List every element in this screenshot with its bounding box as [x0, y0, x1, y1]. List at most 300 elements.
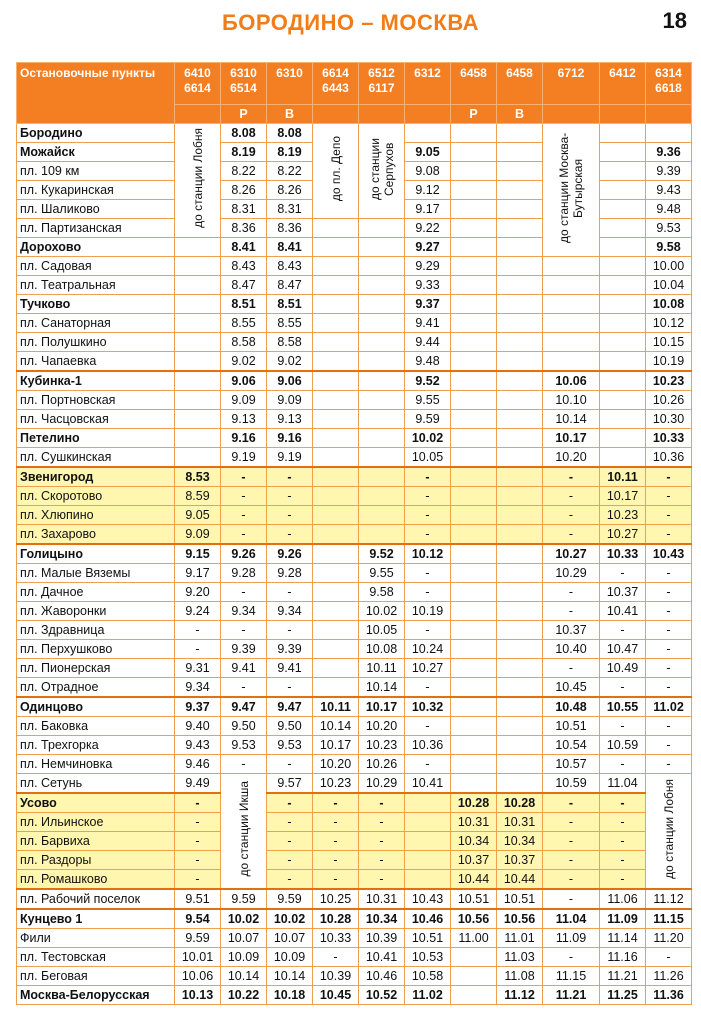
- time-cell: [497, 583, 543, 602]
- time-cell: 9.27: [405, 238, 451, 257]
- time-cell: 9.12: [405, 181, 451, 200]
- time-cell: 9.20: [175, 583, 221, 602]
- table-row: [17, 659, 692, 678]
- table-row: [17, 564, 692, 583]
- time-cell: -: [359, 813, 405, 832]
- station-name: Голицыно: [17, 544, 175, 564]
- time-cell: 9.53: [267, 736, 313, 755]
- time-cell: [497, 429, 543, 448]
- time-cell: [497, 717, 543, 736]
- table-row: [17, 986, 692, 1005]
- table-row: [17, 793, 692, 813]
- time-cell: [175, 314, 221, 333]
- table-row: [17, 697, 692, 717]
- time-cell: 9.24: [175, 602, 221, 621]
- table-row: [17, 755, 692, 774]
- station-name: пл. Рабочий поселок: [17, 889, 175, 909]
- time-cell: -: [313, 813, 359, 832]
- train-number-header: 6712: [543, 63, 600, 105]
- time-cell: 10.11: [313, 697, 359, 717]
- time-cell: -: [313, 870, 359, 890]
- time-cell: 8.31: [221, 200, 267, 219]
- time-cell: 9.17: [405, 200, 451, 219]
- time-cell: [313, 544, 359, 564]
- time-cell: [451, 448, 497, 468]
- time-cell: 8.26: [267, 181, 313, 200]
- time-cell: 8.22: [221, 162, 267, 181]
- time-cell: 9.34: [221, 602, 267, 621]
- time-cell: 10.36: [646, 448, 692, 468]
- station-name: пл. Портновская: [17, 391, 175, 410]
- time-cell: -: [543, 832, 600, 851]
- time-cell: 10.18: [267, 986, 313, 1005]
- time-cell: 9.55: [405, 391, 451, 410]
- table-row: [17, 391, 692, 410]
- time-cell: [405, 832, 451, 851]
- train-number-header: 6512 6117: [359, 63, 405, 105]
- time-cell: 10.14: [543, 410, 600, 429]
- time-cell: 10.37: [600, 583, 646, 602]
- time-cell: -: [221, 678, 267, 698]
- time-cell: 9.59: [175, 929, 221, 948]
- time-cell: 9.13: [221, 410, 267, 429]
- station-name: пл. Здравница: [17, 621, 175, 640]
- time-cell: [313, 295, 359, 314]
- time-cell: 9.15: [175, 544, 221, 564]
- station-name: пл. Баковка: [17, 717, 175, 736]
- time-cell: [313, 333, 359, 352]
- time-cell: 11.14: [600, 929, 646, 948]
- time-cell: [451, 295, 497, 314]
- time-cell: [600, 295, 646, 314]
- time-cell: [497, 659, 543, 678]
- time-cell: -: [313, 832, 359, 851]
- time-cell: -: [359, 832, 405, 851]
- time-cell: 8.58: [221, 333, 267, 352]
- time-cell: [175, 276, 221, 295]
- time-cell: -: [646, 717, 692, 736]
- time-cell: [600, 162, 646, 181]
- time-cell: [497, 487, 543, 506]
- train-day-mark: [405, 105, 451, 124]
- table-row: [17, 506, 692, 525]
- station-name: Бородино: [17, 124, 175, 143]
- station-name: пл. Отрадное: [17, 678, 175, 698]
- time-cell: [405, 870, 451, 890]
- train-number-header: 6312: [405, 63, 451, 105]
- time-cell: [600, 333, 646, 352]
- time-cell: 10.08: [359, 640, 405, 659]
- time-cell: 9.37: [405, 295, 451, 314]
- train-day-mark: [646, 105, 692, 124]
- time-cell: 9.19: [221, 448, 267, 468]
- time-cell: [497, 755, 543, 774]
- time-cell: 10.05: [359, 621, 405, 640]
- time-cell: 10.49: [600, 659, 646, 678]
- table-row: [17, 929, 692, 948]
- time-cell: 11.02: [405, 986, 451, 1005]
- station-name: Можайск: [17, 143, 175, 162]
- time-cell: 9.53: [221, 736, 267, 755]
- train-number-header: 6314 6618: [646, 63, 692, 105]
- train-day-mark: Р: [451, 105, 497, 124]
- time-cell: 8.31: [267, 200, 313, 219]
- time-cell: 10.09: [221, 948, 267, 967]
- time-cell: -: [175, 813, 221, 832]
- time-cell: [313, 314, 359, 333]
- time-cell: 11.12: [497, 986, 543, 1005]
- station-name: Дорохово: [17, 238, 175, 257]
- table-row: [17, 124, 692, 143]
- time-cell: -: [267, 813, 313, 832]
- time-cell: [497, 371, 543, 391]
- train-number-header: 6458: [451, 63, 497, 105]
- time-cell: [497, 162, 543, 181]
- time-cell: [359, 314, 405, 333]
- time-cell: [359, 467, 405, 487]
- station-name: пл. Трехгорка: [17, 736, 175, 755]
- time-cell: 9.05: [175, 506, 221, 525]
- time-cell: 8.55: [221, 314, 267, 333]
- time-cell: [451, 967, 497, 986]
- time-cell: [175, 257, 221, 276]
- time-cell: 10.55: [600, 697, 646, 717]
- time-cell: [497, 621, 543, 640]
- time-cell: -: [267, 793, 313, 813]
- time-cell: -: [600, 564, 646, 583]
- time-cell: 9.06: [221, 371, 267, 391]
- station-name: пл. Жаворонки: [17, 602, 175, 621]
- time-cell: -: [267, 583, 313, 602]
- time-cell: 10.51: [497, 889, 543, 909]
- time-cell: -: [600, 851, 646, 870]
- time-cell: 11.36: [646, 986, 692, 1005]
- time-cell: 9.05: [405, 143, 451, 162]
- time-cell: [451, 410, 497, 429]
- time-cell: 8.47: [221, 276, 267, 295]
- table-row: [17, 774, 692, 794]
- station-name: пл. Шаликово: [17, 200, 175, 219]
- page-title: БОРОДИНО – МОСКВА: [221, 10, 479, 35]
- time-cell: 10.33: [646, 429, 692, 448]
- table-row: [17, 467, 692, 487]
- time-cell: -: [600, 717, 646, 736]
- time-cell: 8.58: [267, 333, 313, 352]
- time-cell: [451, 371, 497, 391]
- time-cell: 11.20: [646, 929, 692, 948]
- time-cell: 9.09: [221, 391, 267, 410]
- time-cell: 10.12: [646, 314, 692, 333]
- time-cell: [359, 219, 405, 238]
- time-cell: 10.28: [497, 793, 543, 813]
- time-cell: [313, 640, 359, 659]
- time-cell: 10.31: [497, 813, 543, 832]
- time-cell: [313, 429, 359, 448]
- time-cell: -: [543, 813, 600, 832]
- table-row: [17, 295, 692, 314]
- time-cell: -: [221, 621, 267, 640]
- station-name: пл. Сетунь: [17, 774, 175, 794]
- time-cell: 8.59: [175, 487, 221, 506]
- time-cell: [497, 678, 543, 698]
- time-cell: [451, 506, 497, 525]
- time-cell: 10.26: [359, 755, 405, 774]
- route-note: [175, 124, 221, 238]
- time-cell: [451, 257, 497, 276]
- time-cell: 10.20: [313, 755, 359, 774]
- time-cell: [451, 640, 497, 659]
- time-cell: 9.09: [267, 391, 313, 410]
- time-cell: 10.31: [359, 889, 405, 909]
- station-name: пл. Театральная: [17, 276, 175, 295]
- time-cell: -: [267, 755, 313, 774]
- time-cell: 9.31: [175, 659, 221, 678]
- time-cell: 10.10: [543, 391, 600, 410]
- time-cell: -: [405, 621, 451, 640]
- table-row: [17, 448, 692, 468]
- time-cell: 10.28: [451, 793, 497, 813]
- table-row: [17, 736, 692, 755]
- time-cell: 10.23: [646, 371, 692, 391]
- time-cell: [600, 448, 646, 468]
- time-cell: 8.53: [175, 467, 221, 487]
- page-number: 18: [662, 8, 687, 33]
- time-cell: -: [175, 793, 221, 813]
- time-cell: -: [221, 525, 267, 545]
- time-cell: 10.23: [313, 774, 359, 794]
- time-cell: [175, 448, 221, 468]
- time-cell: 10.01: [175, 948, 221, 967]
- time-cell: 10.41: [600, 602, 646, 621]
- time-cell: [359, 371, 405, 391]
- time-cell: [451, 219, 497, 238]
- time-cell: [497, 181, 543, 200]
- time-cell: [451, 525, 497, 545]
- time-cell: 10.56: [451, 909, 497, 929]
- time-cell: [600, 219, 646, 238]
- time-cell: 10.30: [646, 410, 692, 429]
- time-cell: 9.06: [267, 371, 313, 391]
- station-name: пл. Партизанская: [17, 219, 175, 238]
- time-cell: [313, 371, 359, 391]
- station-name: Москва-Белорусская: [17, 986, 175, 1005]
- time-cell: -: [405, 467, 451, 487]
- time-cell: 9.02: [267, 352, 313, 372]
- time-cell: -: [646, 467, 692, 487]
- time-cell: -: [175, 640, 221, 659]
- time-cell: [497, 124, 543, 143]
- time-cell: [313, 564, 359, 583]
- time-cell: 10.29: [543, 564, 600, 583]
- time-cell: 10.58: [405, 967, 451, 986]
- time-cell: 10.40: [543, 640, 600, 659]
- time-cell: 10.44: [497, 870, 543, 890]
- route-note-text: до станции Москва-Бутырская: [557, 132, 585, 243]
- time-cell: [313, 276, 359, 295]
- time-cell: 8.55: [267, 314, 313, 333]
- time-cell: -: [267, 678, 313, 698]
- route-note: [543, 124, 600, 257]
- time-cell: 11.04: [543, 909, 600, 929]
- time-cell: 10.34: [359, 909, 405, 929]
- time-cell: [359, 391, 405, 410]
- time-cell: 9.50: [267, 717, 313, 736]
- station-name: пл. Немчиновка: [17, 755, 175, 774]
- time-cell: 9.19: [267, 448, 313, 468]
- station-name: пл. Сушкинская: [17, 448, 175, 468]
- time-cell: [497, 467, 543, 487]
- time-cell: -: [646, 736, 692, 755]
- time-cell: 9.41: [221, 659, 267, 678]
- time-cell: 9.17: [175, 564, 221, 583]
- time-cell: 10.08: [646, 295, 692, 314]
- time-cell: [451, 544, 497, 564]
- train-number-header: 6412: [600, 63, 646, 105]
- time-cell: 11.26: [646, 967, 692, 986]
- time-cell: 11.08: [497, 967, 543, 986]
- time-cell: 10.37: [497, 851, 543, 870]
- time-cell: [600, 238, 646, 257]
- time-cell: [497, 506, 543, 525]
- train-day-mark: [175, 105, 221, 124]
- table-row: [17, 371, 692, 391]
- time-cell: -: [646, 487, 692, 506]
- time-cell: -: [543, 583, 600, 602]
- time-cell: -: [543, 870, 600, 890]
- time-cell: -: [543, 659, 600, 678]
- time-cell: -: [600, 755, 646, 774]
- time-cell: 10.14: [267, 967, 313, 986]
- time-cell: 9.48: [646, 200, 692, 219]
- table-row: [17, 717, 692, 736]
- time-cell: [600, 371, 646, 391]
- time-cell: 10.44: [451, 870, 497, 890]
- train-number-header: 6310: [267, 63, 313, 105]
- train-day-mark: В: [497, 105, 543, 124]
- time-cell: -: [359, 793, 405, 813]
- time-cell: 10.56: [497, 909, 543, 929]
- time-cell: [313, 352, 359, 372]
- time-cell: -: [646, 678, 692, 698]
- time-cell: 10.05: [405, 448, 451, 468]
- time-cell: [451, 755, 497, 774]
- time-cell: 10.45: [543, 678, 600, 698]
- time-cell: [359, 238, 405, 257]
- station-name: пл. Захарово: [17, 525, 175, 545]
- time-cell: 10.59: [543, 774, 600, 794]
- time-cell: [451, 467, 497, 487]
- time-cell: 10.51: [451, 889, 497, 909]
- time-cell: 10.02: [221, 909, 267, 929]
- time-cell: [451, 948, 497, 967]
- station-name: Кубинка-1: [17, 371, 175, 391]
- station-name: пл. Хлюпино: [17, 506, 175, 525]
- train-day-mark: Р: [221, 105, 267, 124]
- table-row: [17, 832, 692, 851]
- time-cell: 10.07: [267, 929, 313, 948]
- time-cell: [359, 525, 405, 545]
- time-cell: [543, 314, 600, 333]
- time-cell: 10.26: [646, 391, 692, 410]
- time-cell: [600, 410, 646, 429]
- table-row: [17, 967, 692, 986]
- time-cell: 10.04: [646, 276, 692, 295]
- time-cell: 9.55: [359, 564, 405, 583]
- time-cell: 10.00: [646, 257, 692, 276]
- time-cell: -: [600, 793, 646, 813]
- time-cell: 9.40: [175, 717, 221, 736]
- time-cell: 10.23: [359, 736, 405, 755]
- time-cell: 10.37: [543, 621, 600, 640]
- station-name: пл. Перхушково: [17, 640, 175, 659]
- time-cell: -: [267, 621, 313, 640]
- time-cell: 9.34: [175, 678, 221, 698]
- station-name: пл. Санаторная: [17, 314, 175, 333]
- time-cell: [497, 525, 543, 545]
- time-cell: -: [543, 487, 600, 506]
- time-cell: 9.49: [175, 774, 221, 794]
- time-cell: [451, 200, 497, 219]
- time-cell: 9.44: [405, 333, 451, 352]
- time-cell: [497, 143, 543, 162]
- time-cell: [175, 371, 221, 391]
- time-cell: [451, 659, 497, 678]
- station-name: пл. Садовая: [17, 257, 175, 276]
- time-cell: 10.09: [267, 948, 313, 967]
- time-cell: [313, 678, 359, 698]
- time-cell: -: [405, 678, 451, 698]
- time-cell: [359, 410, 405, 429]
- time-cell: 11.03: [497, 948, 543, 967]
- time-cell: 9.16: [267, 429, 313, 448]
- time-cell: [405, 813, 451, 832]
- train-day-mark: [313, 105, 359, 124]
- stations-header: Остановочные пункты: [17, 63, 175, 124]
- time-cell: [497, 391, 543, 410]
- station-name: пл. Барвиха: [17, 832, 175, 851]
- table-row: [17, 333, 692, 352]
- time-cell: 10.20: [359, 717, 405, 736]
- time-cell: [600, 429, 646, 448]
- time-cell: 9.48: [405, 352, 451, 372]
- time-cell: 10.20: [543, 448, 600, 468]
- time-cell: 9.37: [175, 697, 221, 717]
- station-name: пл. Кукаринская: [17, 181, 175, 200]
- station-name: пл. Скоротово: [17, 487, 175, 506]
- time-cell: -: [267, 870, 313, 890]
- time-cell: [451, 162, 497, 181]
- time-cell: -: [543, 948, 600, 967]
- time-cell: [600, 200, 646, 219]
- route-note: [221, 774, 267, 890]
- time-cell: -: [646, 640, 692, 659]
- time-cell: [543, 333, 600, 352]
- time-cell: [497, 602, 543, 621]
- time-cell: -: [405, 583, 451, 602]
- time-cell: [646, 124, 692, 143]
- table-row: [17, 678, 692, 698]
- time-cell: 10.32: [405, 697, 451, 717]
- train-day-mark: [600, 105, 646, 124]
- time-cell: [600, 181, 646, 200]
- time-cell: -: [175, 870, 221, 890]
- time-cell: 10.11: [359, 659, 405, 678]
- time-cell: [497, 238, 543, 257]
- time-cell: -: [313, 851, 359, 870]
- time-cell: 10.07: [221, 929, 267, 948]
- station-name: пл. Часцовская: [17, 410, 175, 429]
- route-note: [359, 124, 405, 219]
